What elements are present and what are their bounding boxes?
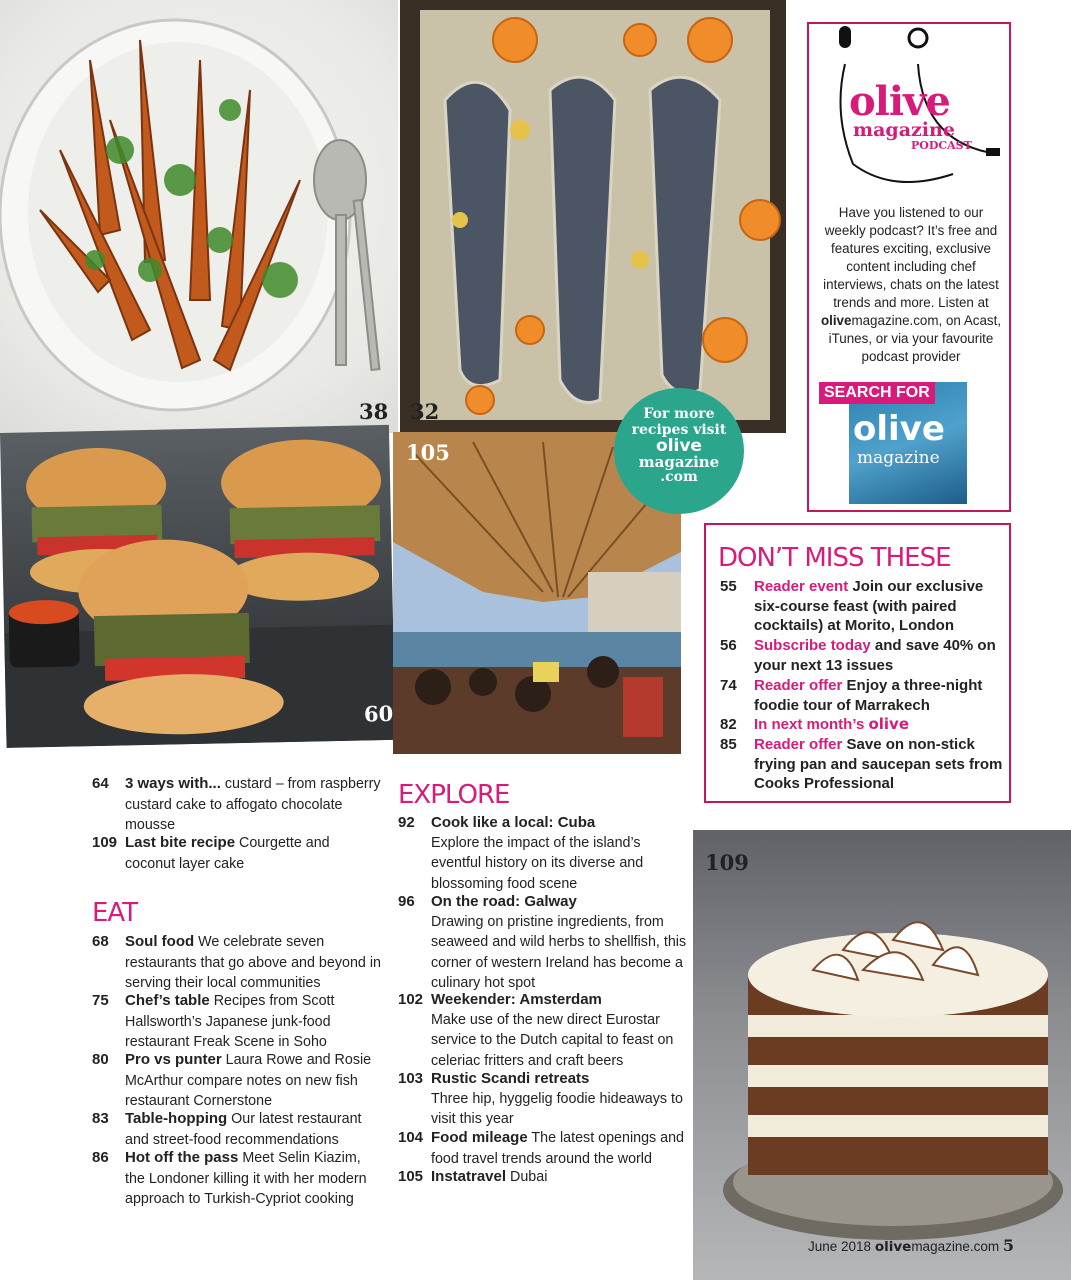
entry-desc: Our latest restaurant and street-food recommendations (125, 1111, 362, 1148)
dont-miss-panel (704, 523, 1011, 803)
contents-entry[interactable] (398, 1167, 690, 1188)
dont-miss-item[interactable] (720, 577, 1004, 636)
badge-line-4: magazine (638, 453, 720, 471)
badge-line-2: recipes visit (631, 422, 727, 438)
dont-miss-item-num: 55 (720, 578, 737, 595)
contents-entry[interactable] (92, 1148, 382, 1210)
more-recipes-badge[interactable] (614, 388, 744, 514)
dont-miss-item-num: 85 (720, 736, 737, 753)
dont-miss-item-highlight: Subscribe today (754, 637, 871, 654)
badge-line-1: For more (643, 406, 715, 422)
dont-miss-item-highlight: Reader event (754, 578, 849, 595)
page-number: 5 (1002, 1236, 1014, 1255)
podcast-text-after: magazine.com, on Acast, iTunes, or via your favourite podcast provider (828, 313, 1002, 364)
burgers-photo (0, 425, 396, 748)
dont-miss-item-num: 74 (720, 677, 737, 694)
contents-entry[interactable] (398, 1128, 690, 1169)
entry-num: 92 (398, 814, 415, 831)
badge-line-5: .com (660, 469, 698, 485)
dont-miss-item-text: and save 40% on your next 13 issues (754, 637, 996, 674)
entry-desc: The latest openings and food travel trends around the world (431, 1130, 685, 1167)
dont-miss-item-brand: olive (868, 715, 909, 733)
entry-desc: Make use of the new direct Eurostar service to the Dutch capital to feast on celeriac fritters and craft beers (431, 1011, 674, 1069)
podcast-logo-sub: magazine (853, 119, 955, 141)
entry-title: Chef’s table (125, 992, 210, 1009)
dont-miss-item-highlight: Reader offer (754, 677, 843, 694)
entry-num: 68 (92, 933, 109, 950)
plate-illustration (0, 0, 398, 433)
contents-entry[interactable] (92, 932, 382, 994)
entry-num: 103 (398, 1070, 424, 1087)
entry-desc: We celebrate seven restaurants that go above and beyond in serving their local communities (125, 934, 381, 992)
dont-miss-item-num: 82 (720, 716, 737, 733)
footer-brand: olive (874, 1239, 912, 1255)
entry-title: Last bite recipe (125, 834, 236, 851)
entry-desc: Meet Selin Kiazim, the Londoner killing it with her modern approach to Turkish-Cypriot cooking (125, 1150, 367, 1208)
plate-page-number: 38 (359, 399, 389, 424)
entry-title: Pro vs punter (125, 1051, 222, 1068)
entry-title: On the road: Galway (431, 893, 577, 910)
fish-illustration (400, 0, 786, 433)
entry-num: 75 (92, 992, 109, 1009)
entry-title: Table-hopping (125, 1110, 228, 1127)
entry-num: 109 (92, 834, 118, 851)
sweet-potato-plate-photo (0, 0, 398, 433)
search-logo-word: olive (853, 409, 945, 449)
eat-heading: EAT (92, 898, 138, 928)
entry-title: Soul food (125, 933, 195, 950)
entry-desc: custard – from raspberry custard cake to affogato chocolate mousse (125, 776, 381, 834)
cake-page-number: 109 (705, 850, 749, 875)
page-footer (808, 1236, 1014, 1255)
entry-num: 96 (398, 893, 415, 910)
explore-heading: EXPLORE (398, 780, 510, 810)
dont-miss-item[interactable] (720, 676, 1004, 715)
contents-entry[interactable] (398, 892, 690, 994)
contents-entry[interactable] (92, 991, 382, 1053)
search-for-label: SEARCH FOR (819, 382, 935, 404)
mackerel-tray-photo (400, 0, 786, 433)
dont-miss-item-text: Join our exclusive six-course feast (with paired cocktails) at Morito, London (754, 578, 984, 635)
entry-title: Food mileage (431, 1129, 528, 1146)
boat-page-number: 105 (406, 440, 450, 465)
entry-title: Weekender: Amsterdam (431, 991, 602, 1008)
burger-illustration (0, 425, 396, 748)
entry-title: 3 ways with... (125, 775, 221, 792)
dont-miss-item-highlight: Reader offer (754, 736, 843, 753)
entry-num: 83 (92, 1110, 109, 1127)
entry-desc: Three hip, hyggelig foodie hideaways to visit this year (431, 1090, 683, 1128)
entry-desc: Laura Rowe and Rosie McArthur compare notes on new fish restaurant Cornerstone (125, 1052, 372, 1110)
fish-page-number: 32 (410, 399, 440, 424)
contents-entry[interactable] (92, 1109, 382, 1150)
dont-miss-heading: DON’T MISS THESE (718, 543, 951, 573)
contents-entry[interactable] (92, 774, 382, 836)
contents-entry[interactable] (398, 1069, 690, 1130)
burger-page-number: 60 (363, 700, 394, 727)
contents-entry[interactable] (398, 813, 690, 894)
podcast-description (819, 204, 1003, 366)
search-logo-sub: magazine (857, 448, 940, 468)
entry-num: 104 (398, 1129, 424, 1146)
entry-desc: Explore the impact of the island’s eventful history on its diverse and blossoming food scene (431, 834, 644, 892)
podcast-logo-word: olive (849, 78, 950, 125)
footer-site: magazine.com (911, 1239, 1003, 1254)
podcast-text-brand: olive (820, 313, 852, 328)
entry-title: Hot off the pass (125, 1149, 239, 1166)
entry-num: 105 (398, 1168, 424, 1185)
entry-desc: Courgette and coconut layer cake (125, 835, 330, 872)
entry-title: Rustic Scandi retreats (431, 1070, 590, 1087)
dont-miss-item[interactable] (720, 715, 1004, 735)
dont-miss-item[interactable] (720, 735, 1004, 794)
entry-num: 86 (92, 1149, 109, 1166)
podcast-panel (807, 22, 1011, 512)
contents-entry[interactable] (92, 833, 382, 874)
contents-entry[interactable] (398, 990, 690, 1071)
podcast-text-before: Have you listened to our weekly podcast? It’s free and features exciting, exclusive content including chef interviews, chats on the latest trends and more. Listen at (823, 205, 999, 310)
entry-desc: Recipes from Scott Hallsworth’s Japanese junk-food restaurant Freak Scene in Soho (125, 993, 335, 1051)
dont-miss-item-text: Save on non-stick frying pan and saucepan sets from Cooks Professional (754, 736, 1003, 793)
entry-num: 64 (92, 775, 109, 792)
entry-desc: Dubai (506, 1169, 548, 1185)
dont-miss-item[interactable] (720, 636, 1004, 675)
entry-desc: Drawing on pristine ingredients, from seaweed and wild herbs to shellfish, this corner of western Ireland has become a culinary hot spot (431, 913, 687, 992)
badge-line-3: olive (656, 436, 702, 456)
dont-miss-item-num: 56 (720, 637, 737, 654)
entry-title: Cook like a local: Cuba (431, 814, 596, 831)
entry-num: 80 (92, 1051, 109, 1068)
contents-entry[interactable] (92, 1050, 382, 1112)
entry-title: Instatravel (431, 1168, 507, 1185)
coconut-cake-photo (693, 830, 1071, 1280)
dont-miss-item-text: Enjoy a three-night foodie tour of Marrakech (754, 677, 983, 714)
podcast-logo-tag: PODCAST (911, 139, 972, 152)
cake-illustration (693, 830, 1071, 1280)
dont-miss-item-highlight: In next month’s (754, 716, 869, 733)
footer-date: June 2018 (808, 1239, 875, 1254)
entry-num: 102 (398, 991, 424, 1008)
